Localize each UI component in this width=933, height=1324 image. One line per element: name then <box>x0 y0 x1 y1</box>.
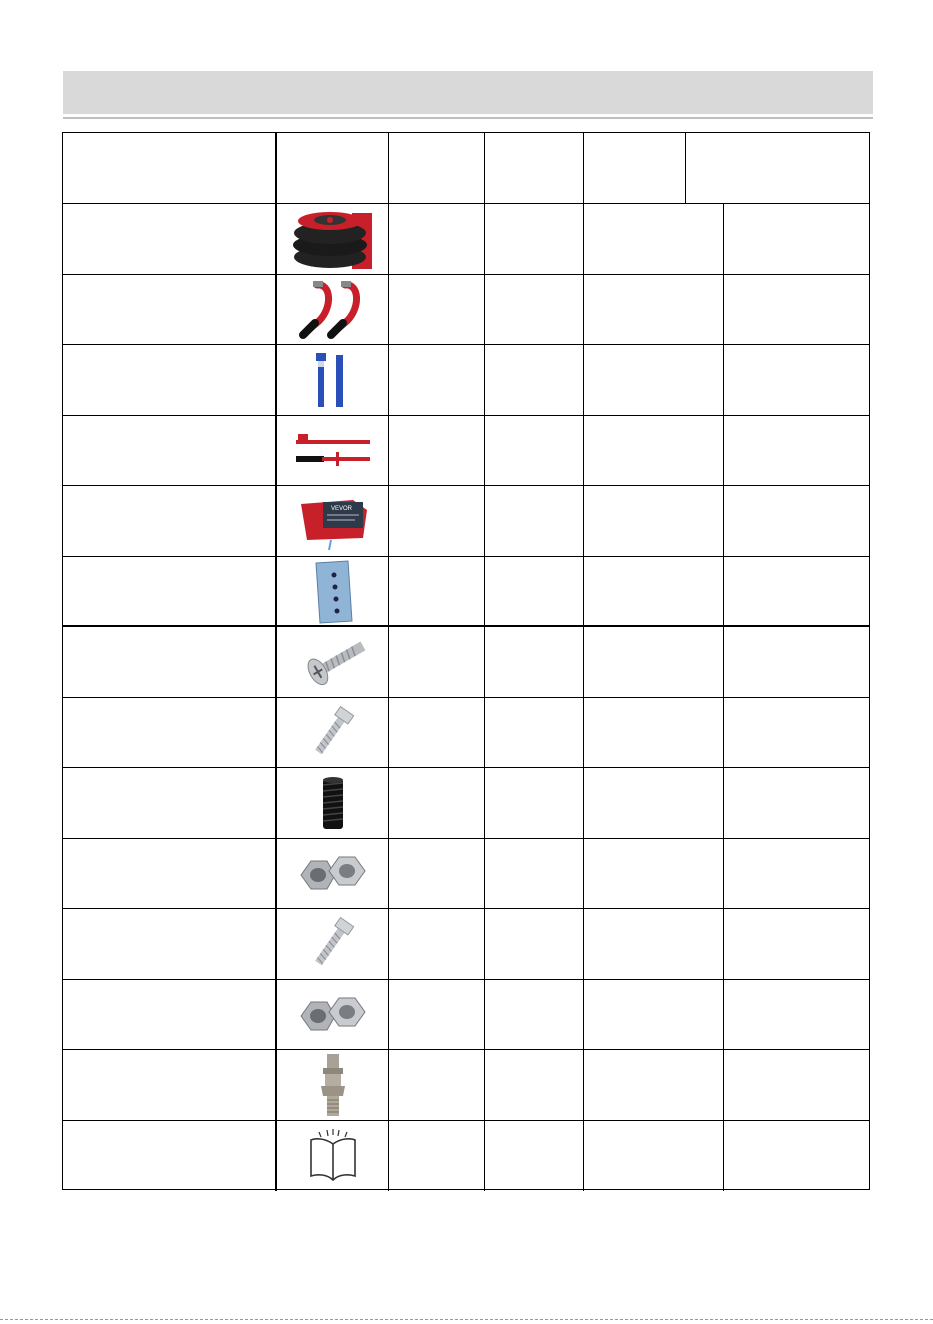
part-name-cell <box>63 275 277 346</box>
part-picture-cell <box>277 486 389 557</box>
part-name-cell <box>63 627 277 698</box>
part-value-cell <box>485 345 584 416</box>
part-value-cell <box>485 1050 584 1121</box>
part-picture-cell <box>277 627 389 698</box>
part-value-cell <box>584 204 724 275</box>
part-name-cell <box>63 345 277 416</box>
part-name-cell <box>63 1121 277 1192</box>
part-value-cell <box>724 1050 870 1121</box>
part-value-cell <box>485 557 584 628</box>
part-value-cell <box>584 557 724 628</box>
part-picture-cell <box>277 698 389 769</box>
curved-handle-icon <box>277 275 389 346</box>
part-value-cell <box>584 839 724 910</box>
part-picture-cell <box>277 275 389 346</box>
part-value-cell <box>485 1121 584 1192</box>
part-value-cell <box>389 698 485 769</box>
part-picture-cell <box>277 1121 389 1192</box>
svg-text:VEVOR: VEVOR <box>331 506 353 513</box>
part-value-cell <box>389 486 485 557</box>
part-name-cell <box>63 486 277 557</box>
part-value-cell <box>389 345 485 416</box>
part-value-cell <box>724 627 870 698</box>
part-picture-cell <box>277 204 389 275</box>
part-value-cell <box>724 839 870 910</box>
manual-book-icon <box>277 1121 389 1192</box>
hex-bolt-icon <box>277 909 389 980</box>
part-value-cell <box>584 627 724 698</box>
part-value-cell <box>584 698 724 769</box>
header-cell-5 <box>584 133 686 204</box>
part-value-cell <box>724 768 870 839</box>
part-value-cell <box>485 416 584 487</box>
part-value-cell <box>389 1121 485 1192</box>
hex-nuts-icon <box>277 980 389 1051</box>
part-name-cell <box>63 909 277 980</box>
control-valve-box-icon <box>277 486 389 557</box>
part-value-cell <box>389 627 485 698</box>
part-value-cell <box>584 768 724 839</box>
part-value-cell <box>389 557 485 628</box>
mounting-plate-icon <box>277 557 389 628</box>
part-value-cell <box>389 839 485 910</box>
header-cell-3 <box>389 133 485 204</box>
header-cell-picture <box>277 133 389 204</box>
part-value-cell <box>584 486 724 557</box>
header-cell-6 <box>686 133 870 204</box>
part-value-cell <box>485 204 584 275</box>
air-connector-fitting-icon <box>277 1050 389 1121</box>
part-value-cell <box>724 698 870 769</box>
part-value-cell <box>485 839 584 910</box>
banner-rule <box>63 117 873 119</box>
phillips-screw-icon <box>277 627 389 698</box>
part-name-cell <box>63 204 277 275</box>
part-value-cell <box>485 275 584 346</box>
header-cell-4 <box>485 133 584 204</box>
red-lever-handles-icon <box>277 416 389 487</box>
part-value-cell <box>584 345 724 416</box>
blue-connecting-rods-icon <box>277 345 389 416</box>
part-name-cell <box>63 1050 277 1121</box>
part-value-cell <box>584 1050 724 1121</box>
part-value-cell <box>389 768 485 839</box>
part-name-cell <box>63 980 277 1051</box>
part-value-cell <box>485 980 584 1051</box>
part-value-cell <box>389 909 485 980</box>
part-name-cell <box>63 698 277 769</box>
part-name-cell <box>63 416 277 487</box>
part-value-cell <box>389 275 485 346</box>
header-cell-name <box>63 133 277 204</box>
part-picture-cell <box>277 416 389 487</box>
part-value-cell <box>389 416 485 487</box>
part-picture-cell <box>277 557 389 628</box>
part-value-cell <box>584 416 724 487</box>
part-value-cell <box>485 486 584 557</box>
air-jack-bellows-icon <box>277 204 389 275</box>
part-value-cell <box>485 768 584 839</box>
part-value-cell <box>724 345 870 416</box>
part-picture-cell <box>277 345 389 416</box>
parts-table <box>62 132 870 1190</box>
part-value-cell <box>724 909 870 980</box>
part-value-cell <box>584 980 724 1051</box>
part-value-cell <box>389 204 485 275</box>
part-value-cell <box>389 1050 485 1121</box>
part-picture-cell <box>277 980 389 1051</box>
part-value-cell <box>389 980 485 1051</box>
part-picture-cell <box>277 768 389 839</box>
section-banner <box>63 71 873 114</box>
part-value-cell <box>724 557 870 628</box>
part-value-cell <box>485 909 584 980</box>
part-value-cell <box>724 204 870 275</box>
part-value-cell <box>485 698 584 769</box>
part-value-cell <box>485 627 584 698</box>
part-picture-cell <box>277 909 389 980</box>
part-picture-cell <box>277 839 389 910</box>
part-value-cell <box>584 909 724 980</box>
part-name-cell <box>63 768 277 839</box>
part-picture-cell <box>277 1050 389 1121</box>
hex-nuts-icon <box>277 839 389 910</box>
part-value-cell <box>724 1121 870 1192</box>
part-name-cell <box>63 557 277 628</box>
hex-bolt-icon <box>277 698 389 769</box>
part-value-cell <box>724 275 870 346</box>
part-value-cell <box>584 275 724 346</box>
part-value-cell <box>584 1121 724 1192</box>
part-name-cell <box>63 839 277 910</box>
part-value-cell <box>724 416 870 487</box>
part-value-cell <box>724 980 870 1051</box>
page-footer-rule <box>0 1319 933 1320</box>
part-value-cell <box>724 486 870 557</box>
set-screw-icon <box>277 768 389 839</box>
